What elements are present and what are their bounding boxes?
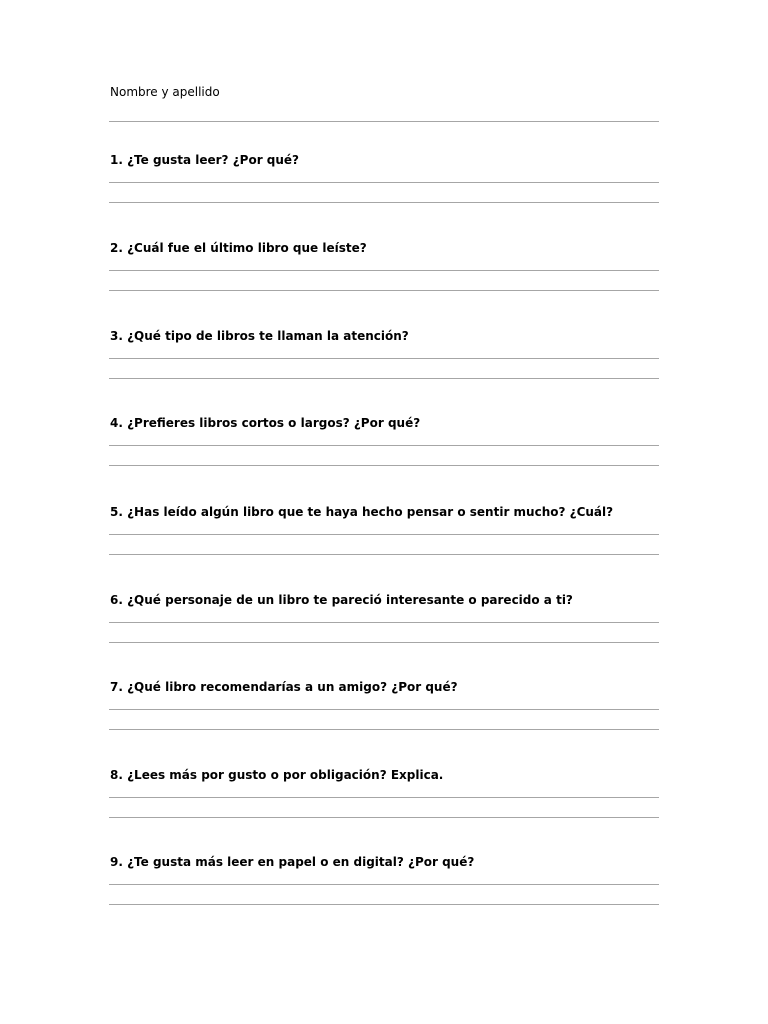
question-4-answer-line-2[interactable] <box>109 465 659 466</box>
name-label: Nombre y apellido <box>110 85 220 99</box>
question-9-text: 9. ¿Te gusta más leer en papel o en digital? ¿Por qué? <box>110 855 475 869</box>
question-2-text: 2. ¿Cuál fue el último libro que leíste? <box>110 241 367 255</box>
question-8 <box>0 768 768 856</box>
question-3 <box>0 329 768 417</box>
question-9-answer-line-2[interactable] <box>109 904 659 905</box>
question-2 <box>0 241 768 329</box>
question-7-text: 7. ¿Qué libro recomendarías a un amigo? ¿Por qué? <box>110 680 458 694</box>
question-5 <box>0 505 768 593</box>
question-5-answer-line-1[interactable] <box>109 534 659 535</box>
question-5-answer-line-2[interactable] <box>109 554 659 555</box>
question-6 <box>0 593 768 681</box>
question-8-answer-line-2[interactable] <box>109 817 659 818</box>
question-7-answer-line-2[interactable] <box>109 729 659 730</box>
question-4-text: 4. ¿Prefieres libros cortos o largos? ¿Por qué? <box>110 416 421 430</box>
question-6-text: 6. ¿Qué personaje de un libro te pareció interesante o parecido a ti? <box>110 593 573 607</box>
question-1-answer-line-2[interactable] <box>109 202 659 203</box>
question-8-answer-line-1[interactable] <box>109 797 659 798</box>
question-9-answer-line-1[interactable] <box>109 884 659 885</box>
question-2-answer-line-2[interactable] <box>109 290 659 291</box>
question-6-answer-line-2[interactable] <box>109 642 659 643</box>
question-7 <box>0 680 768 768</box>
question-7-answer-line-1[interactable] <box>109 709 659 710</box>
question-3-answer-line-1[interactable] <box>109 358 659 359</box>
question-3-text: 3. ¿Qué tipo de libros te llaman la atención? <box>110 329 409 343</box>
question-2-answer-line-1[interactable] <box>109 270 659 271</box>
question-3-answer-line-2[interactable] <box>109 378 659 379</box>
question-9 <box>0 855 768 943</box>
question-5-text: 5. ¿Has leído algún libro que te haya hecho pensar o sentir mucho? ¿Cuál? <box>110 505 614 519</box>
question-8-text: 8. ¿Lees más por gusto o por obligación? Explica. <box>110 768 444 782</box>
question-1-text: 1. ¿Te gusta leer? ¿Por qué? <box>110 153 300 167</box>
question-6-answer-line-1[interactable] <box>109 622 659 623</box>
question-1 <box>0 153 768 241</box>
question-4-answer-line-1[interactable] <box>109 445 659 446</box>
name-answer-line[interactable] <box>109 121 659 122</box>
question-4 <box>0 416 768 504</box>
question-1-answer-line-1[interactable] <box>109 182 659 183</box>
